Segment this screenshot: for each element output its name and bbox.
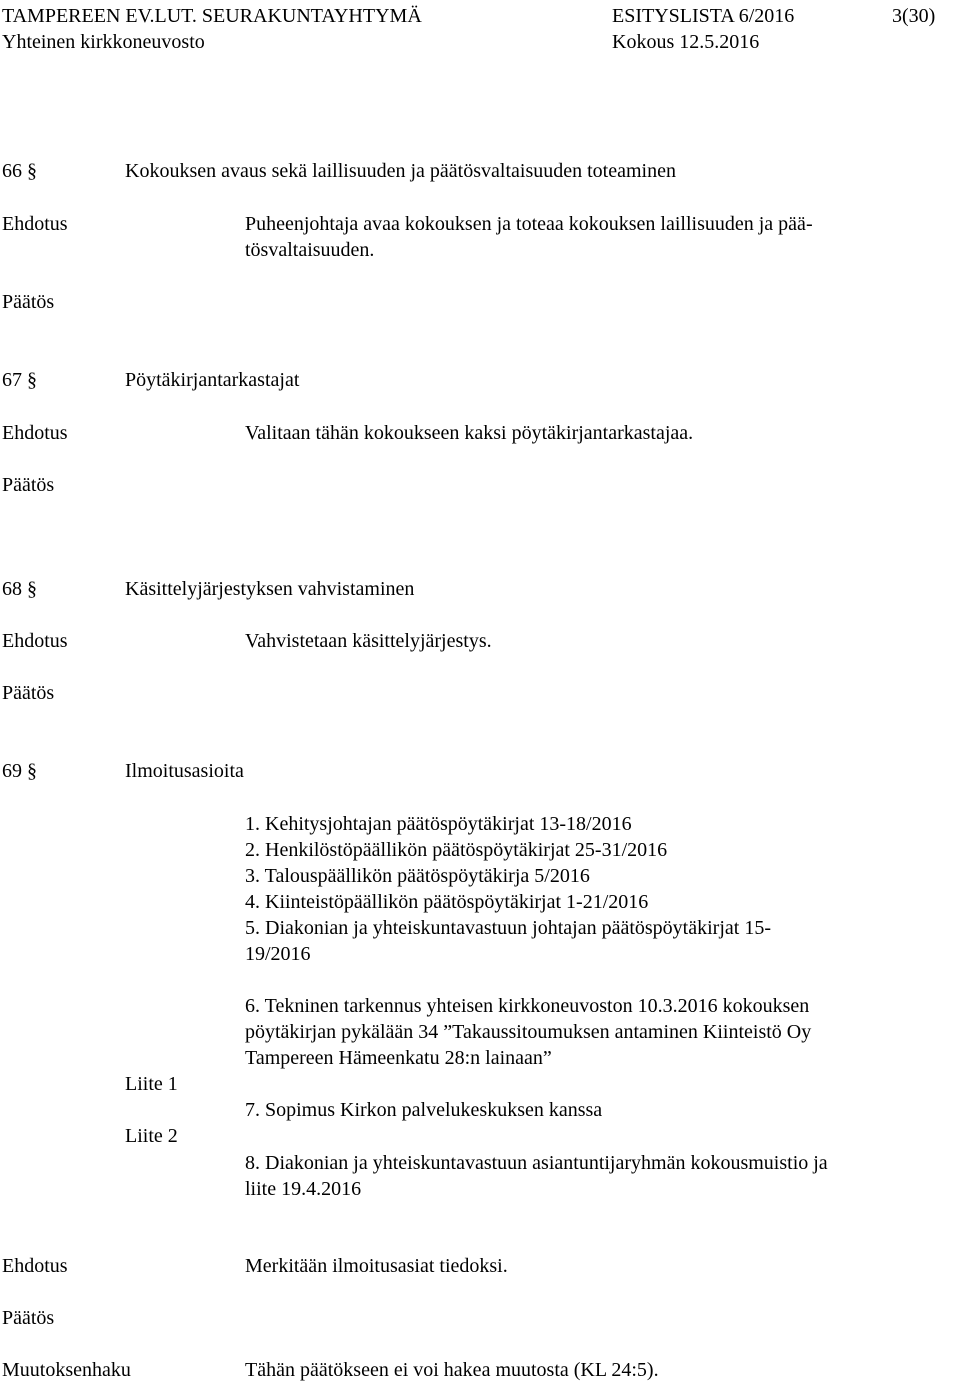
notice-item-2: 2. Henkilöstöpäällikön päätöspöytäkirjat 25-31/2016 <box>245 839 668 861</box>
section-66-proposal-label: Ehdotus <box>2 213 68 235</box>
section-67-proposal-text: Valitaan tähän kokoukseen kaksi pöytäkirjantarkastajaa. <box>245 422 694 444</box>
section-68-number: 68 § <box>2 578 37 600</box>
notice-item-5: 5. Diakonian ja yhteiskuntavastuun johtajan päätöspöytäkirjat 15- <box>245 917 771 939</box>
section-66-proposal-text-cont: tösvaltaisuuden. <box>245 239 375 261</box>
notice-item-4: 4. Kiinteistöpäällikön päätöspöytäkirjat 1-21/2016 <box>245 891 649 913</box>
section-66-decision-label: Päätös <box>2 291 55 313</box>
section-68-proposal-label: Ehdotus <box>2 630 68 652</box>
header-doc-title: ESITYSLISTA 6/2016 <box>612 5 795 27</box>
appeal-label: Muutoksenhaku <box>2 1359 131 1381</box>
notice-item-3: 3. Talouspäällikön päätöspöytäkirja 5/2016 <box>245 865 590 887</box>
section-66-title: Kokouksen avaus sekä laillisuuden ja päätösvaltaisuuden toteaminen <box>125 160 676 182</box>
section-66-proposal-text: Puheenjohtaja avaa kokouksen ja toteaa kokouksen laillisuuden ja pää- <box>245 213 813 235</box>
notice-item-7: 7. Sopimus Kirkon palvelukeskuksen kanssa <box>245 1099 603 1121</box>
header-meeting-date: Kokous 12.5.2016 <box>612 31 760 53</box>
section-67-title: Pöytäkirjantarkastajat <box>125 369 300 391</box>
section-69-decision-label: Päätös <box>2 1307 55 1329</box>
section-69-title: Ilmoitusasioita <box>125 760 244 782</box>
section-67-number: 67 § <box>2 369 37 391</box>
notice-item-8: 8. Diakonian ja yhteiskuntavastuun asiantuntijaryhmän kokousmuistio ja <box>245 1152 828 1174</box>
section-69-proposal-text: Merkitään ilmoitusasiat tiedoksi. <box>245 1255 508 1277</box>
section-69-number: 69 § <box>2 760 37 782</box>
notice-item-8-cont: liite 19.4.2016 <box>245 1178 362 1200</box>
notice-item-1: 1. Kehitysjohtajan päätöspöytäkirjat 13-18/2016 <box>245 813 632 835</box>
notice-item-6-cont: pöytäkirjan pykälään 34 ”Takaussitoumuksen antaminen Kiinteistö Oy <box>245 1021 812 1043</box>
section-67-decision-label: Päätös <box>2 474 55 496</box>
section-68-proposal-text: Vahvistetaan käsittelyjärjestys. <box>245 630 492 652</box>
notice-item-6: 6. Tekninen tarkennus yhteisen kirkkoneuvoston 10.3.2016 kokouksen <box>245 995 810 1017</box>
section-68-title: Käsittelyjärjestyksen vahvistaminen <box>125 578 415 600</box>
section-69-proposal-label: Ehdotus <box>2 1255 68 1277</box>
section-66-number: 66 § <box>2 160 37 182</box>
attachment-label-2: Liite 2 <box>125 1125 178 1147</box>
header-body-name: Yhteinen kirkkoneuvosto <box>2 31 205 53</box>
attachment-label-1: Liite 1 <box>125 1073 178 1095</box>
notice-item-6-cont2: Tampereen Hämeenkatu 28:n lainaan” <box>245 1047 552 1069</box>
notice-item-5-cont: 19/2016 <box>245 943 311 965</box>
appeal-text: Tähän päätökseen ei voi hakea muutosta (KL 24:5). <box>245 1359 659 1381</box>
header-org: TAMPEREEN EV.LUT. SEURAKUNTAYHTYMÄ <box>2 5 422 27</box>
section-68-decision-label: Päätös <box>2 682 55 704</box>
section-67-proposal-label: Ehdotus <box>2 422 68 444</box>
header-page-number: 3(30) <box>892 5 936 27</box>
